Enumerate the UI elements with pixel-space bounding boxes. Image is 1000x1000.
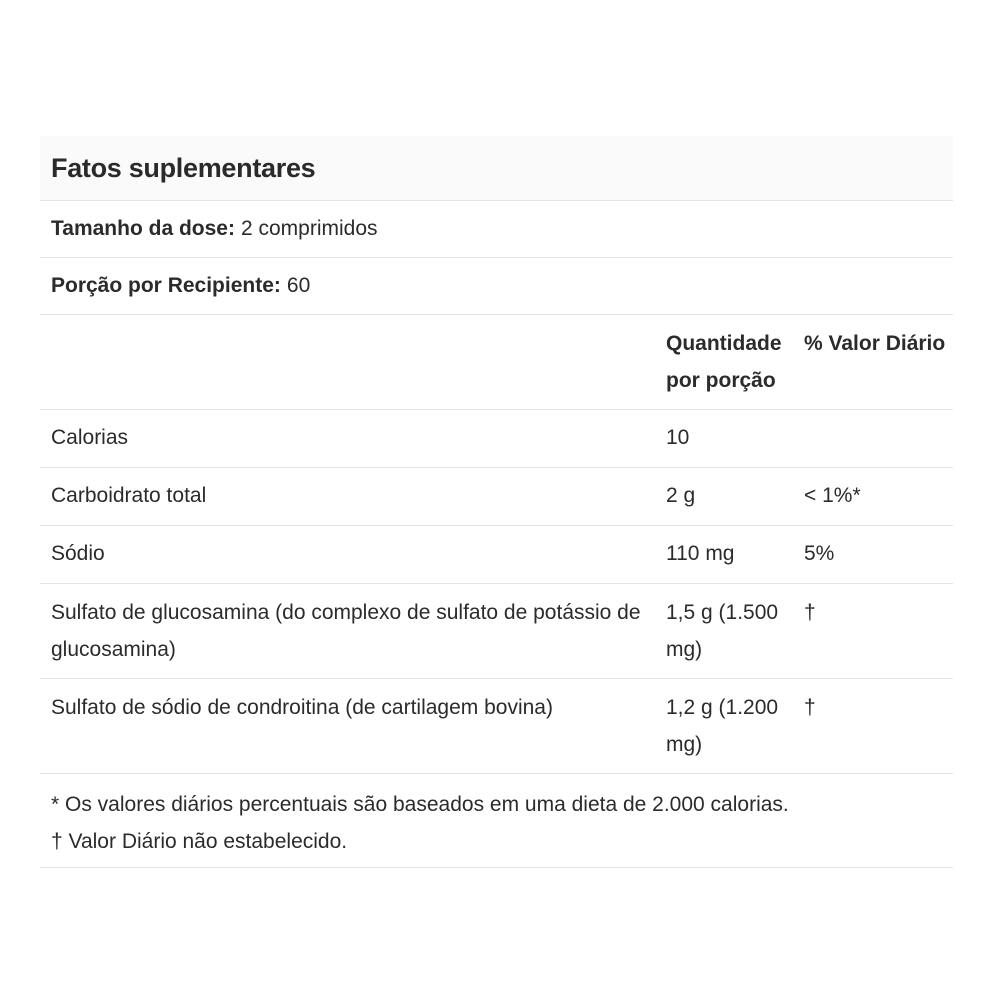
- nutrient-daily-value: †: [804, 696, 816, 719]
- column-header-row: [40, 315, 953, 410]
- servings-per-container-row: [40, 258, 953, 315]
- table-row: [40, 526, 953, 584]
- nutrient-amount: 1,2 g (1.200 mg): [666, 696, 779, 756]
- servings-per-container-value: 60: [286, 274, 311, 297]
- nutrient-daily-value: < 1%*: [804, 484, 861, 507]
- nutrient-name: Carboidrato total: [51, 484, 207, 507]
- nutrient-name: Sulfato de glucosamina (do complexo de sulfato de potássio de glucosamina): [51, 601, 641, 661]
- nutrient-daily-value: 5%: [804, 542, 835, 565]
- serving-size-row: [40, 201, 953, 258]
- table-row: [40, 468, 953, 526]
- nutrient-amount: 2 g: [666, 484, 696, 507]
- nutrient-name: Calorias: [51, 426, 129, 449]
- servings-per-container-label: Porção por Recipiente:: [51, 274, 281, 297]
- nutrient-amount: 10: [666, 426, 690, 449]
- nutrient-name: Sulfato de sódio de condroitina (de cartilagem bovina): [51, 696, 553, 719]
- nutrient-daily-value: [804, 410, 953, 467]
- nutrient-daily-value: †: [804, 601, 816, 624]
- panel-title: Fatos suplementares: [51, 152, 316, 183]
- nutrient-amount: 1,5 g (1.500 mg): [666, 601, 779, 661]
- serving-size-label: Tamanho da dose:: [51, 217, 235, 240]
- nutrient-name: Sódio: [51, 542, 105, 565]
- footnote-daily-values: * Os valores diários percentuais são baseados em uma dieta de 2.000 calorias.: [51, 793, 789, 816]
- footnotes: [40, 774, 953, 868]
- table-row: [40, 410, 953, 468]
- table-row: [40, 679, 953, 774]
- footnote-not-established: † Valor Diário não estabelecido.: [51, 830, 348, 853]
- header-blank-cell: [40, 315, 655, 409]
- serving-size-value: 2 comprimidos: [240, 217, 378, 240]
- table-row: [40, 584, 953, 679]
- supplement-facts-panel: [40, 136, 953, 868]
- header-amount: Quantidade por porção: [666, 332, 782, 392]
- nutrient-amount: 110 mg: [666, 542, 735, 565]
- title-row: [40, 136, 953, 201]
- header-daily-value: % Valor Diário: [804, 332, 946, 355]
